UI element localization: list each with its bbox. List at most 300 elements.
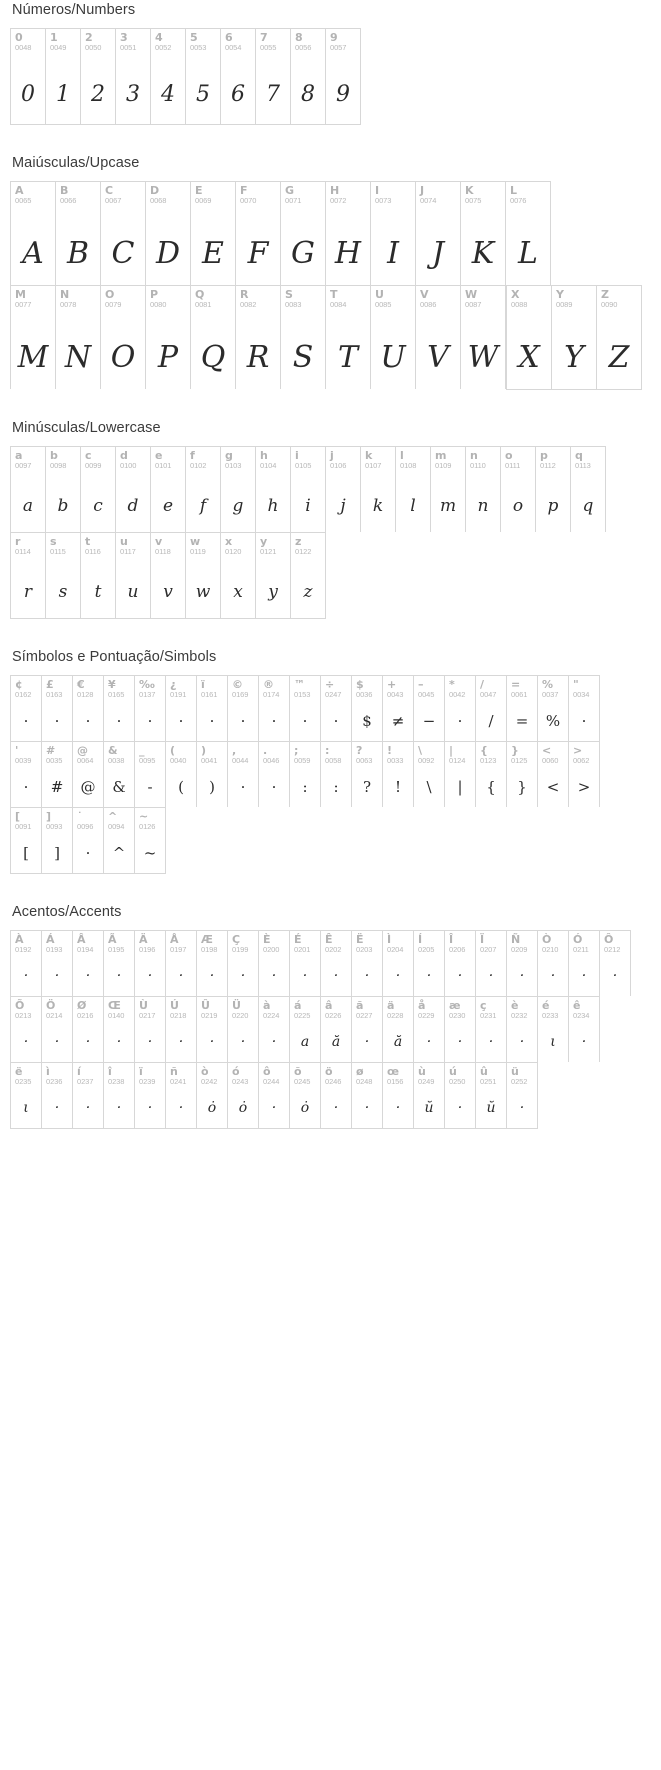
glyph-preview: · xyxy=(209,1033,215,1050)
glyph-cell[interactable] xyxy=(11,29,46,124)
glyph-code-label: 0206 xyxy=(449,944,466,954)
glyph-character-label: Í xyxy=(418,933,423,946)
glyph-code-label: 0074 xyxy=(420,195,437,205)
glyph-cell[interactable] xyxy=(228,676,259,741)
glyph-cell[interactable] xyxy=(73,742,104,807)
glyph-cell[interactable] xyxy=(104,1063,135,1128)
glyph-preview: | xyxy=(457,777,463,796)
glyph-character-label: ã xyxy=(356,999,364,1012)
glyph-cell[interactable] xyxy=(256,447,291,532)
glyph-meta xyxy=(416,286,460,308)
glyph-preview: $ xyxy=(362,711,372,730)
glyph-character-label: € xyxy=(77,678,85,691)
glyph-cell[interactable] xyxy=(383,742,414,807)
glyph-cell[interactable] xyxy=(81,447,116,532)
glyph-cell[interactable] xyxy=(290,931,321,996)
glyph-cell[interactable] xyxy=(506,182,551,285)
glyph-code-label: 0213 xyxy=(15,1010,32,1020)
glyph-cell[interactable] xyxy=(597,286,642,389)
glyph-cell[interactable] xyxy=(166,997,197,1062)
glyph-cell[interactable] xyxy=(191,286,236,389)
glyph-preview: · xyxy=(581,1033,587,1050)
glyph-cell[interactable] xyxy=(236,286,281,389)
glyph-cell[interactable] xyxy=(11,447,46,532)
glyph-preview: · xyxy=(364,1099,370,1116)
glyph-cell[interactable] xyxy=(383,1063,414,1128)
glyph-code-label: 0199 xyxy=(232,944,249,954)
glyph-meta xyxy=(281,286,325,308)
glyph-code-label: 0122 xyxy=(295,546,312,556)
glyph-cell[interactable] xyxy=(507,676,538,741)
glyph-meta xyxy=(361,447,395,469)
glyph-meta xyxy=(191,182,235,204)
glyph-code-label: 0096 xyxy=(77,821,94,831)
glyph-cell[interactable] xyxy=(116,533,151,618)
glyph-meta xyxy=(383,931,413,953)
section-spacer xyxy=(10,1145,651,1159)
glyph-row xyxy=(10,996,600,1062)
glyph-code-label: 0249 xyxy=(418,1076,435,1086)
glyph-cell[interactable] xyxy=(73,676,104,741)
glyph-cell[interactable] xyxy=(290,997,321,1062)
glyph-character-label: } xyxy=(511,744,519,757)
glyph-character-label: R xyxy=(240,288,249,301)
glyph-preview: F xyxy=(247,235,269,271)
glyph-cell[interactable] xyxy=(383,997,414,1062)
glyph-cell[interactable] xyxy=(416,286,461,389)
glyph-cell[interactable] xyxy=(290,676,321,741)
glyph-character-label: V xyxy=(420,288,429,301)
glyph-row xyxy=(506,285,642,390)
glyph-code-label: 0225 xyxy=(294,1010,311,1020)
glyph-character-label: È xyxy=(263,933,271,946)
glyph-cell[interactable] xyxy=(552,286,597,389)
glyph-preview: # xyxy=(50,777,64,796)
glyph-code-label: 0046 xyxy=(263,755,280,765)
glyph-cell[interactable] xyxy=(259,1063,290,1128)
glyph-code-label: 0040 xyxy=(170,755,187,765)
glyph-code-label: 0033 xyxy=(387,755,404,765)
glyph-preview: · xyxy=(488,967,494,984)
glyph-cell[interactable] xyxy=(259,742,290,807)
glyph-meta xyxy=(326,182,370,204)
glyph-cell[interactable] xyxy=(569,676,600,741)
glyph-cell[interactable] xyxy=(197,742,228,807)
glyph-preview: 7 xyxy=(266,82,280,108)
glyph-meta xyxy=(146,286,190,308)
glyph-cell[interactable] xyxy=(11,533,46,618)
glyph-section-symbols xyxy=(10,649,651,874)
glyph-preview: P xyxy=(157,339,179,375)
glyph-cell[interactable] xyxy=(42,997,73,1062)
glyph-cell[interactable] xyxy=(42,742,73,807)
glyph-cell[interactable] xyxy=(361,447,396,532)
glyph-code-label: 0109 xyxy=(435,460,452,470)
glyph-preview: · xyxy=(147,1099,153,1116)
glyph-cell[interactable] xyxy=(151,533,186,618)
glyph-code-label: 0088 xyxy=(511,299,528,309)
glyph-cell[interactable] xyxy=(81,29,116,124)
glyph-preview: ] xyxy=(54,843,60,862)
glyph-cell[interactable] xyxy=(352,742,383,807)
glyph-character-label: S xyxy=(285,288,293,301)
glyph-meta xyxy=(321,931,351,953)
glyph-meta xyxy=(383,1063,413,1085)
glyph-preview: · xyxy=(209,711,215,730)
glyph-meta xyxy=(290,997,320,1019)
glyph-cell[interactable] xyxy=(104,676,135,741)
glyph-character-label: é xyxy=(542,999,550,1012)
glyph-code-label: 0161 xyxy=(201,689,218,699)
glyph-cell[interactable] xyxy=(11,931,42,996)
glyph-cell[interactable] xyxy=(431,447,466,532)
glyph-cell[interactable] xyxy=(228,997,259,1062)
glyph-preview: ~ xyxy=(143,843,157,862)
glyph-code-label: 0228 xyxy=(387,1010,404,1020)
glyph-cell[interactable] xyxy=(321,997,352,1062)
glyph-cell[interactable] xyxy=(383,676,414,741)
glyph-code-label: 0089 xyxy=(556,299,573,309)
glyph-cell[interactable] xyxy=(507,997,538,1062)
glyph-meta xyxy=(221,447,255,469)
glyph-cell[interactable] xyxy=(166,676,197,741)
glyph-code-label: 0051 xyxy=(120,42,137,52)
glyph-section-accents xyxy=(10,904,651,1129)
glyph-cell[interactable] xyxy=(135,1063,166,1128)
glyph-character-label: J xyxy=(420,184,425,197)
glyph-preview: u xyxy=(127,581,139,602)
glyph-cell[interactable] xyxy=(11,286,56,389)
glyph-code-label: 0106 xyxy=(330,460,347,470)
glyph-cell[interactable] xyxy=(104,997,135,1062)
glyph-preview: · xyxy=(519,1099,525,1116)
glyph-cell[interactable] xyxy=(228,742,259,807)
glyph-cell[interactable] xyxy=(290,1063,321,1128)
glyph-cell[interactable] xyxy=(507,286,552,389)
glyph-code-label: 0230 xyxy=(449,1010,466,1020)
glyph-cell[interactable] xyxy=(73,1063,104,1128)
glyph-cell[interactable] xyxy=(221,29,256,124)
glyph-code-label: 0091 xyxy=(15,821,32,831)
glyph-cell[interactable] xyxy=(221,533,256,618)
glyph-cell[interactable] xyxy=(321,1063,352,1128)
glyph-code-label: 0085 xyxy=(375,299,392,309)
glyph-code-label: 0197 xyxy=(170,944,187,954)
glyph-cell[interactable] xyxy=(414,997,445,1062)
glyph-cell[interactable] xyxy=(259,931,290,996)
glyph-code-label: 0101 xyxy=(155,460,172,470)
glyph-character-label: q xyxy=(575,449,583,462)
glyph-cell[interactable] xyxy=(104,742,135,807)
glyph-cell[interactable] xyxy=(186,29,221,124)
glyph-cell[interactable] xyxy=(166,931,197,996)
glyph-cell[interactable] xyxy=(236,182,281,285)
glyph-code-label: 0236 xyxy=(46,1076,63,1086)
glyph-cell[interactable] xyxy=(461,286,506,389)
glyph-meta xyxy=(291,533,325,555)
glyph-cell[interactable] xyxy=(371,182,416,285)
glyph-cell[interactable] xyxy=(73,808,104,873)
glyph-code-label: 0114 xyxy=(15,546,31,556)
glyph-cell[interactable] xyxy=(11,676,42,741)
glyph-cell[interactable] xyxy=(116,29,151,124)
glyph-code-label: 0043 xyxy=(387,689,404,699)
glyph-cell[interactable] xyxy=(42,931,73,996)
glyph-preview: · xyxy=(488,1033,494,1050)
glyph-cell[interactable] xyxy=(42,676,73,741)
glyph-cell[interactable] xyxy=(228,931,259,996)
glyph-cell[interactable] xyxy=(352,997,383,1062)
glyph-cell[interactable] xyxy=(104,808,135,873)
glyph-cell[interactable] xyxy=(46,447,81,532)
glyph-cell[interactable] xyxy=(281,182,326,285)
glyph-cell[interactable] xyxy=(11,742,42,807)
glyph-code-label: 0201 xyxy=(294,944,311,954)
glyph-preview: · xyxy=(23,1033,29,1050)
glyph-cell[interactable] xyxy=(151,29,186,124)
glyph-cell[interactable] xyxy=(46,29,81,124)
glyph-character-label: ™ xyxy=(294,678,305,691)
glyph-meta xyxy=(507,676,537,698)
glyph-cell[interactable] xyxy=(501,447,536,532)
glyph-cell[interactable] xyxy=(259,676,290,741)
glyph-cell[interactable] xyxy=(538,742,569,807)
glyph-cell[interactable] xyxy=(166,1063,197,1128)
glyph-cell[interactable] xyxy=(326,447,361,532)
glyph-cell[interactable] xyxy=(321,676,352,741)
glyph-cell[interactable] xyxy=(352,676,383,741)
glyph-cell[interactable] xyxy=(191,182,236,285)
glyph-cell[interactable] xyxy=(166,742,197,807)
glyph-cell[interactable] xyxy=(326,182,371,285)
glyph-cell[interactable] xyxy=(445,997,476,1062)
glyph-preview: p xyxy=(547,495,559,516)
glyph-cell[interactable] xyxy=(11,808,42,873)
glyph-cell[interactable] xyxy=(321,742,352,807)
glyph-cell[interactable] xyxy=(281,286,326,389)
glyph-cell[interactable] xyxy=(371,286,416,389)
glyph-cell[interactable] xyxy=(73,931,104,996)
glyph-code-label: 0247 xyxy=(325,689,342,699)
glyph-cell[interactable] xyxy=(507,742,538,807)
glyph-cell[interactable] xyxy=(569,931,600,996)
glyph-preview: H xyxy=(334,235,362,271)
glyph-cell[interactable] xyxy=(256,533,291,618)
glyph-preview: · xyxy=(178,1099,184,1116)
glyph-code-label: 0080 xyxy=(150,299,167,309)
glyph-code-label: 0065 xyxy=(15,195,32,205)
glyph-cell[interactable] xyxy=(536,447,571,532)
glyph-cell[interactable] xyxy=(416,182,461,285)
glyph-code-label: 0169 xyxy=(232,689,249,699)
glyph-cell[interactable] xyxy=(81,533,116,618)
glyph-cell[interactable] xyxy=(569,997,600,1062)
glyph-cell[interactable] xyxy=(56,182,101,285)
glyph-preview: · xyxy=(147,1033,153,1050)
glyph-character-label: u xyxy=(120,535,128,548)
glyph-code-label: 0238 xyxy=(108,1076,125,1086)
glyph-cell[interactable] xyxy=(445,676,476,741)
glyph-code-label: 0126 xyxy=(139,821,156,831)
glyph-cell[interactable] xyxy=(507,931,538,996)
glyph-cell[interactable] xyxy=(11,1063,42,1128)
glyph-cell[interactable] xyxy=(538,931,569,996)
glyph-cell[interactable] xyxy=(476,742,507,807)
glyph-meta xyxy=(11,447,45,469)
glyph-cell[interactable] xyxy=(186,447,221,532)
glyph-cell[interactable] xyxy=(600,931,631,996)
glyph-cell[interactable] xyxy=(146,182,191,285)
glyph-code-label: 0054 xyxy=(225,42,242,52)
glyph-cell[interactable] xyxy=(151,447,186,532)
glyph-cell[interactable] xyxy=(352,931,383,996)
glyph-cell[interactable] xyxy=(321,931,352,996)
glyph-character-label: , xyxy=(232,744,237,757)
glyph-character-label: z xyxy=(295,535,302,548)
glyph-meta xyxy=(414,676,444,698)
glyph-meta xyxy=(135,931,165,953)
glyph-cell[interactable] xyxy=(326,286,371,389)
glyph-cell[interactable] xyxy=(135,808,166,873)
glyph-meta xyxy=(414,742,444,764)
glyph-character-label: y xyxy=(260,535,268,548)
glyph-cell[interactable] xyxy=(73,997,104,1062)
glyph-cell[interactable] xyxy=(414,676,445,741)
glyph-meta xyxy=(321,676,351,698)
glyph-character-label: h xyxy=(260,449,268,462)
glyph-cell[interactable] xyxy=(291,29,326,124)
glyph-cell[interactable] xyxy=(197,931,228,996)
glyph-meta xyxy=(431,447,465,469)
glyph-cell[interactable] xyxy=(228,1063,259,1128)
glyph-preview: ă xyxy=(331,1033,341,1050)
glyph-cell[interactable] xyxy=(259,997,290,1062)
glyph-cell[interactable] xyxy=(461,182,506,285)
glyph-cell[interactable] xyxy=(290,742,321,807)
glyph-meta xyxy=(445,997,475,1019)
glyph-cell[interactable] xyxy=(569,742,600,807)
glyph-cell[interactable] xyxy=(46,533,81,618)
glyph-cell[interactable] xyxy=(476,931,507,996)
glyph-code-label: 0071 xyxy=(285,195,302,205)
glyph-meta xyxy=(186,447,220,469)
glyph-character-label: ø xyxy=(356,1065,364,1078)
glyph-meta xyxy=(56,182,100,204)
glyph-character-label: û xyxy=(480,1065,488,1078)
glyph-preview: c xyxy=(93,495,103,516)
glyph-code-label: 0153 xyxy=(294,689,311,699)
glyph-meta xyxy=(569,676,599,698)
glyph-cell[interactable] xyxy=(414,931,445,996)
glyph-cell[interactable] xyxy=(571,447,606,532)
glyph-code-label: 0137 xyxy=(139,689,156,699)
glyph-cell[interactable] xyxy=(476,997,507,1062)
glyph-cell[interactable] xyxy=(291,447,326,532)
glyph-cell[interactable] xyxy=(135,742,166,807)
glyph-cell[interactable] xyxy=(445,742,476,807)
glyph-character-label: | xyxy=(449,744,454,757)
glyph-meta xyxy=(221,29,255,51)
glyph-meta xyxy=(166,742,196,764)
glyph-cell[interactable] xyxy=(146,286,191,389)
section-title: Símbolos e Pontuação/Simbols xyxy=(12,649,217,665)
glyph-cell[interactable] xyxy=(414,1063,445,1128)
glyph-cell[interactable] xyxy=(538,676,569,741)
glyph-cell[interactable] xyxy=(445,931,476,996)
glyph-grid xyxy=(10,28,651,125)
glyph-meta xyxy=(11,808,41,830)
glyph-cell[interactable] xyxy=(116,447,151,532)
glyph-cell[interactable] xyxy=(135,997,166,1062)
glyph-cell[interactable] xyxy=(326,29,361,124)
glyph-preview: · xyxy=(519,1033,525,1050)
glyph-cell[interactable] xyxy=(135,676,166,741)
glyph-cell[interactable] xyxy=(414,742,445,807)
glyph-cell[interactable] xyxy=(383,931,414,996)
glyph-cell[interactable] xyxy=(256,29,291,124)
glyph-cell[interactable] xyxy=(186,533,221,618)
glyph-code-label: 0049 xyxy=(50,42,67,52)
glyph-cell[interactable] xyxy=(507,1063,538,1128)
glyph-cell[interactable] xyxy=(42,1063,73,1128)
glyph-character-label: O xyxy=(105,288,115,301)
glyph-cell[interactable] xyxy=(197,1063,228,1128)
glyph-row xyxy=(10,181,551,285)
glyph-cell[interactable] xyxy=(476,1063,507,1128)
glyph-cell[interactable] xyxy=(135,931,166,996)
section-title: Números/Numbers xyxy=(12,2,136,18)
glyph-meta xyxy=(151,533,185,555)
glyph-preview: G xyxy=(291,235,315,271)
glyph-cell[interactable] xyxy=(104,931,135,996)
glyph-cell[interactable] xyxy=(197,676,228,741)
glyph-cell[interactable] xyxy=(101,182,146,285)
glyph-meta xyxy=(352,1063,382,1085)
glyph-meta xyxy=(352,931,382,953)
glyph-preview: · xyxy=(333,967,339,984)
glyph-meta xyxy=(476,742,506,764)
glyph-character-label: ' xyxy=(15,744,19,757)
glyph-cell[interactable] xyxy=(221,447,256,532)
glyph-code-label: 0093 xyxy=(46,821,63,831)
glyph-character-label: Ò xyxy=(542,933,552,946)
glyph-cell[interactable] xyxy=(42,808,73,873)
glyph-meta xyxy=(197,742,227,764)
glyph-cell[interactable] xyxy=(56,286,101,389)
glyph-meta xyxy=(135,742,165,764)
glyph-cell[interactable] xyxy=(101,286,146,389)
glyph-preview: · xyxy=(612,967,618,984)
glyph-character-label: + xyxy=(387,678,397,691)
glyph-cell[interactable] xyxy=(352,1063,383,1128)
glyph-preview: · xyxy=(147,711,153,730)
glyph-cell[interactable] xyxy=(445,1063,476,1128)
glyph-cell[interactable] xyxy=(396,447,431,532)
glyph-preview: T xyxy=(337,339,358,375)
glyph-cell[interactable] xyxy=(538,997,569,1062)
glyph-character-label: m xyxy=(435,449,447,462)
glyph-character-label: A xyxy=(15,184,24,197)
glyph-cell[interactable] xyxy=(11,997,42,1062)
glyph-cell[interactable] xyxy=(197,997,228,1062)
glyph-code-label: 0251 xyxy=(480,1076,497,1086)
glyph-cell[interactable] xyxy=(291,533,326,618)
glyph-code-label: 0048 xyxy=(15,42,32,52)
glyph-meta xyxy=(104,676,134,698)
glyph-cell[interactable] xyxy=(466,447,501,532)
glyph-cell[interactable] xyxy=(476,676,507,741)
glyph-cell[interactable] xyxy=(11,182,56,285)
